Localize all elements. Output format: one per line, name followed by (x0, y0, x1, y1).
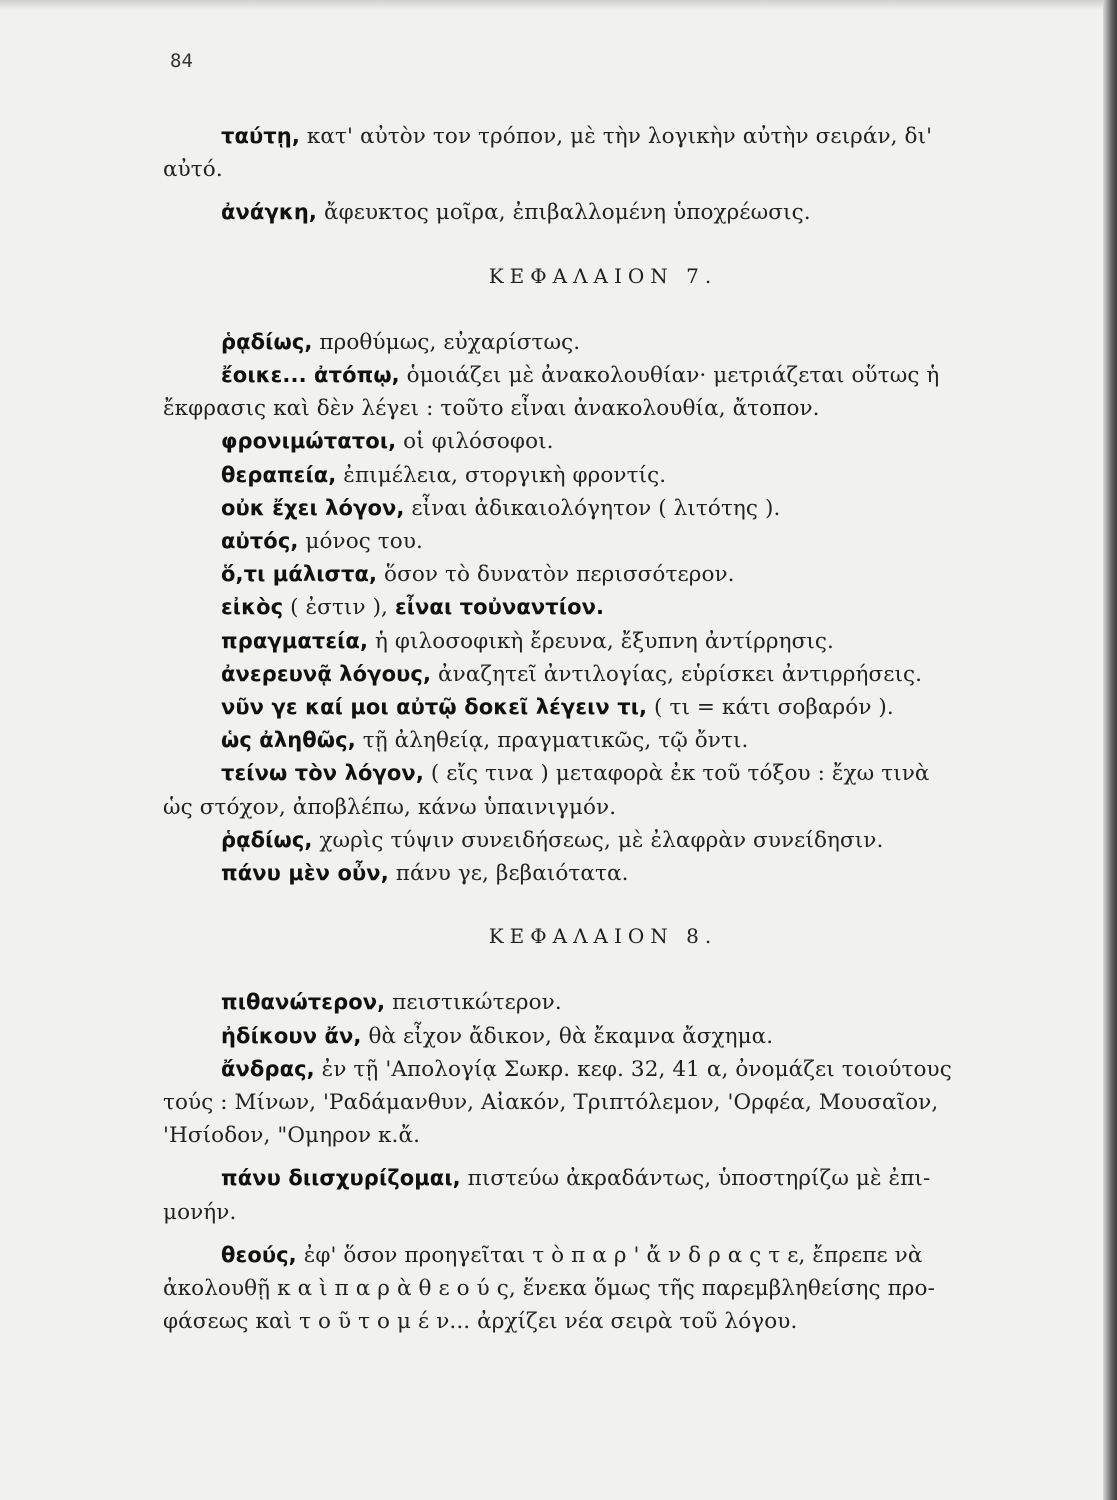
gloss-term: ῥᾳδίως, (221, 827, 313, 852)
gloss-continuation: μονήν. (163, 1199, 237, 1225)
gloss-definition: εἶναι ἀδικαιολόγητον ( λιτότης ). (404, 495, 781, 521)
page-text (163, 120, 1008, 1339)
gloss-term: ἄνδρας, (221, 1056, 315, 1081)
gloss-continuation: ὡς στόχον, ἀποβλέπω, κάνω ὑπαινιγμόν. (163, 794, 617, 820)
gloss-entry (163, 326, 1008, 359)
gloss-entry (163, 120, 1008, 153)
gloss-definition: τῇ ἀληθείᾳ, πραγματικῶς, τῷ ὄντι. (355, 728, 749, 754)
gloss-entry (163, 724, 1008, 757)
gloss-definition: ( τι = κάτι σοβαρόν ). (647, 695, 894, 721)
gloss-term: πάνυ διισχυρίζομαι, (221, 1166, 461, 1191)
gloss-continuation: φάσεως καὶ τ ο ῦ τ ο μ έ ν... ἀρχίζει νέα σειρὰ τοῦ λόγου. (163, 1309, 798, 1335)
gloss-term: αὐτός, (221, 529, 299, 554)
gloss-continuation: 'Ησίοδον, "Ομηρον κ.ἄ. (163, 1123, 421, 1149)
gloss-entry (163, 196, 1008, 229)
gloss-entry (163, 525, 1008, 558)
gloss-definition: χωρὶς τύψιν συνειδήσεως, μὲ ἐλαφρὰν συνείδησιν. (312, 827, 884, 853)
gloss-continuation: ἀκολουθῇ κ α ὶ π α ρ ὰ θ ε ο ύ ς, ἕνεκα ὅμως τῆς παρεμβληθείσης προ- (163, 1276, 935, 1302)
gloss-definition: ( ἐστιν ), (283, 595, 395, 621)
gloss-entry (163, 691, 1008, 724)
gloss-entry (163, 658, 1008, 691)
gloss-term: ἀνερευνᾷ λόγους, (221, 661, 432, 686)
gloss-term-secondary: εἶναι τοὐναντίον. (394, 595, 605, 620)
gloss-definition: πειστικώτερον. (385, 990, 562, 1016)
chapter-heading: ΚΕΦΑΛΑΙΟΝ 8. (488, 924, 718, 949)
gloss-definition: προθύμως, εὐχαρίστως. (312, 329, 581, 355)
gloss-entry (163, 425, 1008, 458)
gloss-term: ἔοικε... ἀτόπῳ, (221, 363, 400, 388)
gloss-entry (163, 459, 1008, 492)
gloss-term: πάνυ μὲν οὖν, (221, 861, 389, 886)
page-number: 84 (170, 50, 193, 72)
gloss-term: οὐκ ἔχει λόγον, (221, 495, 405, 520)
gloss-definition: ἀναζητεῖ ἀντιλογίας, εὑρίσκει ἀντιρρήσεις. (431, 661, 923, 687)
gloss-definition: πάνυ γε, βεβαιότατα. (388, 861, 629, 887)
gloss-definition: ἐν τῇ 'Απολογίᾳ Σωκρ. κεφ. 32, 41 α, ὀνομάζει τοιούτους (314, 1056, 952, 1082)
gloss-continuation: ἔκφρασις καὶ δὲν λέγει : τοῦτο εἶναι ἀνακολουθία, ἄτοπον. (163, 396, 820, 422)
gloss-definition: κατ' αὐτὸν τον τρόπον, μὲ τὴν λογικὴν αὐτὴν σειράν, δι' (299, 124, 933, 149)
gloss-entry (163, 625, 1008, 658)
gloss-entry (163, 857, 1008, 890)
gloss-definition: ( εἴς τινα ) μεταφορὰ ἐκ τοῦ τόξου : ἔχω τινὰ (423, 761, 930, 787)
gloss-entry (163, 824, 1008, 857)
gloss-definition: μόνος του. (298, 529, 423, 555)
gloss-entry (163, 1239, 1008, 1272)
gloss-entry (163, 359, 1008, 392)
gloss-entry (163, 591, 1008, 624)
gloss-definition: ἐφ' ὅσον προηγεῖται τ ὸ π α ρ ' ἄ ν δ ρ α ς τ ε, ἔπρεπε νὰ (296, 1242, 923, 1268)
gloss-term: θεούς, (221, 1242, 297, 1267)
book-spine-edge (1103, 0, 1117, 1500)
gloss-term: ταύτῃ, (221, 124, 300, 148)
page-top-shadow (0, 0, 1117, 10)
gloss-term: ὡς ἀληθῶς, (221, 728, 356, 753)
gloss-definition: ἄφευκτος μοῖρα, ἐπιβαλλομένη ὑποχρέωσις. (317, 200, 811, 226)
gloss-definition: ὅσον τὸ δυνατὸν περισσότερον. (377, 562, 735, 588)
gloss-entry (163, 1053, 1008, 1086)
gloss-entry (163, 558, 1008, 591)
gloss-entry (163, 1020, 1008, 1053)
gloss-definition: ὁμοιάζει μὲ ἀνακολουθίαν· μετριάζεται οὕτως ἡ (399, 363, 940, 389)
gloss-term: ἀνάγκη, (221, 200, 318, 225)
gloss-term: πιθανώτερον, (221, 990, 386, 1015)
gloss-definition: ἐπιμέλεια, στοργικὴ φροντίς. (336, 462, 667, 488)
gloss-entry (163, 492, 1008, 525)
gloss-term: πραγματεία, (221, 628, 369, 653)
gloss-entry (163, 986, 1008, 1019)
gloss-entry (163, 757, 1008, 790)
gloss-term: νῦν γε καί μοι αὐτῷ δοκεῖ λέγειν τι, (221, 695, 648, 720)
gloss-term: φρονιμώτατοι, (221, 429, 397, 454)
gloss-term: θεραπεία, (221, 462, 337, 487)
chapter-heading: ΚΕΦΑΛΑΙΟΝ 7. (488, 263, 718, 288)
gloss-entry (163, 1162, 1008, 1195)
gloss-term: ἠδίκουν ἄν, (221, 1023, 362, 1048)
gloss-term: ῥᾳδίως, (221, 329, 313, 354)
gloss-continuation: τούς : Μίνων, 'Ραδάμανθυν, Αἰακόν, Τριπτόλεμον, 'Ορφέα, Μουσαῖον, (163, 1090, 939, 1116)
gloss-definition: πιστεύω ἀκραδάντως, ὑποστηρίζω μὲ ἐπι- (460, 1166, 931, 1192)
gloss-term: εἰκὸς (221, 595, 284, 620)
gloss-term: ὅ,τι μάλιστα, (221, 562, 378, 587)
gloss-term: τείνω τὸν λόγον, (221, 761, 424, 786)
gloss-definition: θὰ εἶχον ἄδικον, θὰ ἔκαμνα ἄσχημα. (361, 1023, 774, 1049)
gloss-definition: οἱ φιλόσοφοι. (396, 429, 554, 455)
gloss-definition: ἡ φιλοσοφικὴ ἔρευνα, ἔξυπνη ἀντίρρησις. (368, 628, 834, 654)
gloss-continuation: αὐτό. (163, 157, 223, 183)
